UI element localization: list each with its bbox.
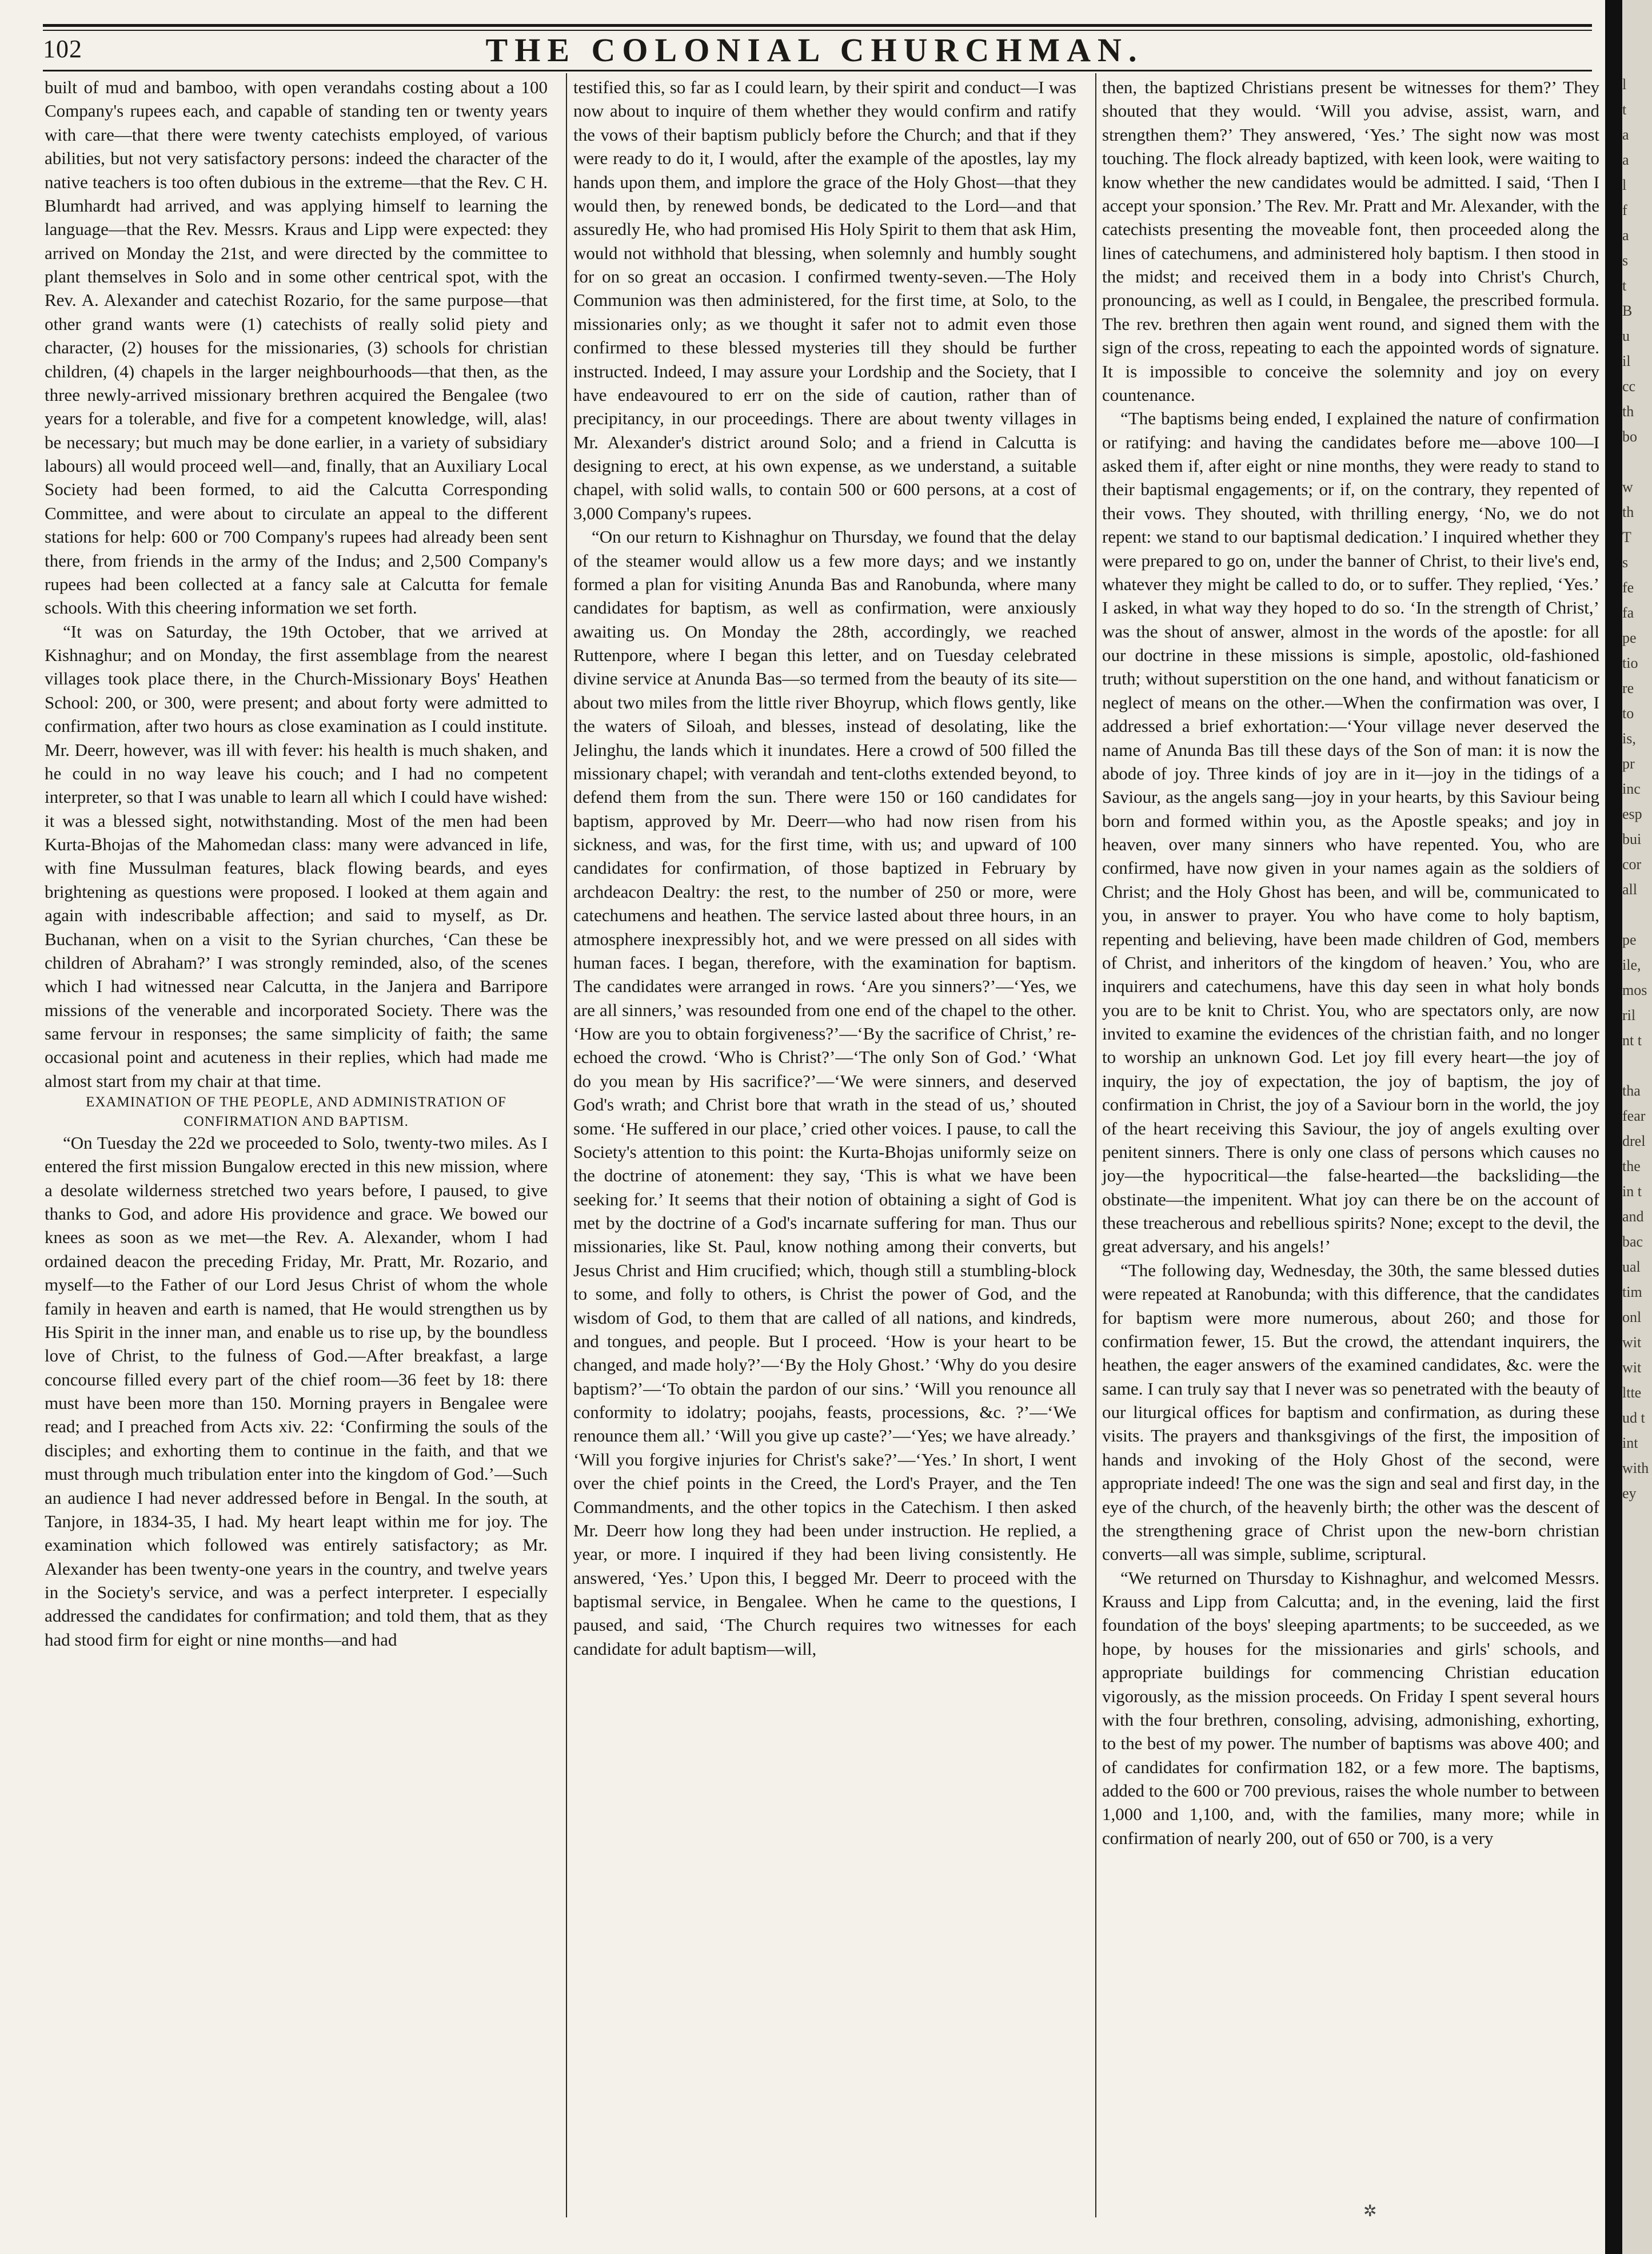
bleed-fragment: and [1622, 1208, 1644, 1225]
bleed-fragment: pr [1622, 755, 1635, 772]
bleed-fragment: is, [1622, 730, 1636, 747]
ink-speck: ✲ [1363, 2203, 1377, 2220]
bleed-fragment: esp [1622, 806, 1642, 822]
bleed-fragment: w [1622, 479, 1633, 495]
bleed-fragment [1622, 1056, 1652, 1081]
bleed-fragment: pe [1622, 931, 1637, 948]
bleed-fragment: f [1622, 202, 1627, 218]
bleed-fragment: ril [1622, 1007, 1636, 1024]
article-paragraph: “On Tuesday the 22d we proceeded to Solo, twenty-two miles. As I entered the first mission Bungalow erected in this new mission, where a desolate wilderness stretched two years before, I paused, to give thanks to God, and adore His providence and grace. We bowed our knees as soon as we met—the Rev. A. Alexander, whom I had ordained deacon the preceding Friday, Mr. Pratt, Mr. Rozario, and myself—to the Father of our Lord Jesus Christ of whom the whole family in heaven and earth is named, that He would strengthen us by His Spirit in the inner man, and enable us to rise up, by the boundless love of Christ, to the fulness of God.—After breakfast, a large concourse filled every part of the chief room—36 feet by 18: there must have been more than 150. Morning prayers in Bengalee were read; and I preached from Acts xiv. 22: ‘Confirming the souls of the disciples; and exhorting them to continue in the faith, and that we must through much tribulation enter into the kingdom of God.’—Such an audience I had never addressed before in Bengal. In the south, at Tanjore, in 1834-35, I had. My heart leapt within me for joy. The examination which followed was entirely satisfactory; as Mr. Alexander has been twenty-one years in the country, and twelve years in the Society's service, and was a perfect interpreter. I especially addressed the candidates for confirmation; and told them, that as they had stood firm for eight or nine months—and had [45, 1132, 548, 1650]
bleed-fragment: B [1622, 302, 1633, 319]
bleed-fragment: tha [1622, 1082, 1641, 1099]
bleed-fragment: fear [1622, 1108, 1646, 1124]
article-paragraph: “The baptisms being ended, I explained the nature of confirmation or ratifying: and having the candidates before me—above 100—I asked them if, after eight or nine months, they were ready to stand to their baptismal engagements; or if, on the contrary, they repented of their vows. They shouted, with thrilling energy, ‘No, we do not repent: we stand to our baptismal dedication.’ I inquired whether they were prepared to go on, under the banner of Christ, to their live's end, whatever they might be called to do, or to suffer. They replied, ‘Yes.’ I asked, in what way they hoped to do so. ‘In the strength of Christ,’ was the shout of answer, almost in the words of the apostle: for all our doctrine in these missions is simple, apostolic, old-fashioned truth; without superstition on the one hand, and without fanaticism or neglect of means on the other.—When the confirmation was over, I addressed a brief exhortation:—‘Your village never deserved the name of Anunda Bas till these days of the Son of man: it is now the abode of joy. Three kinds of joy are in it—joy in the tidings of a Saviour, as the angels sang—joy in your hearts, by this Saviour being born and formed within you, as the Apostle speaks; and joy in heaven, over many sinners who have repented. You, who are confirmed, have now given in your names again as the soldiers of Christ; and the Holy Ghost has been, and will be, communicated to you, in answer to prayer. You who have come to holy baptism, repenting and believing, have been made children of God, members of Christ, and inheritors of the kingdom of heaven.’ You, who are inquirers and catechumens, have this day seen in what holy bonds you are to be knit to Christ. You, who are spectators only, are now invited to examine the evidences of the christian faith, and no longer to worship an unknown God. Let joy fill every heart—the joy of inquiry, the joy of expectation, the joy of baptism, the joy of confirmation in Christ, the joy of a Saviour born in the world, the joy of the heart receiving this Saviour, the joy of angels exulting over penitent sinners. There is only one class of persons which causes no joy—the hypocritical—the false-hearted—the backsliding—the obstinate—the impenitent. What joy can there be on the account of these treacherous and rebellious spirits? None; except to the devil, the great adversary, and his angels!’ [1102, 408, 1599, 1257]
bleed-fragment: a [1622, 126, 1629, 143]
bleed-fragment [1622, 452, 1652, 477]
bleed-fragment: inc [1622, 780, 1641, 797]
column-divider [1095, 73, 1096, 2217]
bleed-fragment: wit [1622, 1334, 1642, 1351]
bleed-fragment: t [1622, 277, 1627, 294]
bleed-fragment: nt t [1622, 1032, 1642, 1049]
bleed-fragment: il [1622, 353, 1631, 369]
bleed-fragment: fe [1622, 579, 1634, 596]
page-header [43, 30, 1586, 70]
section-subheading: EXAMINATION OF THE PEOPLE, AND ADMINISTRATION OF CONFIRMATION AND BAPTISM. [86, 1094, 506, 1129]
article-paragraph: “The following day, Wednesday, the 30th, the same blessed duties were repeated at Ranobunda; with this difference, that the candidates for baptism were more numerous, about 260; and those for confirmation fewer, 15. But the crowd, the attendant inquirers, the heathen, the eager answers of the examined candidates, &c. were the same. I can truly say that I never was so penetrated with the beauty of our liturgical offices for baptism and confirmation, as during these visits. The prayers and thanksgivings of the first, the imposition of hands and invoking of the Holy Ghost of the second, were appropriate indeed! The one was the sign and seal and first day, in the eye of the church, of the heavenly birth; the other was the descent of the strengthening grace of Christ upon the new-born christian converts—all was simple, sublime, scriptural. [1102, 1260, 1599, 1564]
column-divider [566, 73, 567, 2217]
bleed-fragment: re [1622, 680, 1634, 696]
bleed-fragment: l [1622, 177, 1627, 193]
bleed-fragment: with [1622, 1460, 1649, 1476]
masthead-title: THE COLONIAL CHURCHMAN. [485, 31, 1144, 69]
bleed-fragment: pe [1622, 630, 1637, 646]
bleed-fragment: ile, [1622, 957, 1641, 973]
bleed-fragment: ual [1622, 1259, 1641, 1275]
bleed-fragment: all [1622, 881, 1637, 898]
bleed-fragment: u [1622, 328, 1630, 344]
bleed-fragment: s [1622, 554, 1629, 571]
bleed-fragment: a [1622, 227, 1629, 244]
bleed-fragment: ey [1622, 1485, 1637, 1502]
bleed-fragment: bac [1622, 1233, 1643, 1250]
bleed-fragment: wit [1622, 1359, 1642, 1376]
article-paragraph: “We returned on Thursday to Kishnaghur, and welcomed Messrs. Krauss and Lipp from Calcutta; and, in the evening, laid the first foundation of the boys' sleeping apartments; to be succeeded, as we hope, by houses for the missionaries and girls' schools, and appropriate buildings for commencing Christian education vigorously, as the mission proceeds. On Friday I spent several hours with the four brethren, consoling, advising, admonishing, exhorting, to the best of my power. The number of baptisms was above 400; and of candidates for confirmation 182, or a few more. The baptisms, added to the 600 or 700 previous, raises the whole number to between 1,000 and 1,100, and, with the families, many more; while in confirmation of nearly 200, out of 650 or 700, is a very [1102, 1567, 1599, 1848]
binding-shadow [1605, 0, 1622, 2254]
bleed-fragment: drel [1622, 1133, 1646, 1149]
bleed-fragment: cor [1622, 856, 1642, 873]
bleed-fragment: t [1622, 101, 1627, 118]
bleed-fragment: the [1622, 1158, 1641, 1174]
bleed-fragment: mos [1622, 982, 1647, 998]
bleed-fragment: th [1622, 504, 1634, 520]
top-rule [43, 24, 1592, 27]
column-2 [573, 75, 1076, 1660]
bleed-fragment [1622, 905, 1652, 930]
column-1 [45, 75, 548, 1651]
bleed-fragment: ltte [1622, 1384, 1642, 1401]
bleed-fragment: tio [1622, 655, 1638, 671]
bleed-fragment: ud t [1622, 1409, 1645, 1426]
bleed-fragment: fa [1622, 604, 1634, 621]
article-paragraph: “On our return to Kishnaghur on Thursday, we found that the delay of the steamer would allow us a few more days; and we instantly formed a plan for visiting Anunda Bas and Ranobunda, where many candidates for baptism, as well as confirmation, were anxiously awaiting us. On Monday the 28th, accordingly, we reached Ruttenpore, where I began this letter, and on Tuesday celebrated divine service at Anunda Bas—so termed from the beauty of its site—about two miles from the little river Bhoyrup, which flows gently, like the waters of Siloah, and blesses, instead of desolating, like the Jelinghu, the lands which it inundates. Here a crowd of 500 filled the missionary chapel; with verandah and tent-cloths extended beyond, to defend them from the sun. There were 150 or 160 candidates for baptism, approved by Mr. Deerr—who had now risen from his sickness, and was, for the first time, with us; and upward of 100 candidates for confirmation, of those baptized in February by archdeacon Dealtry: the rest, to the number of 250 or more, were catechumens and heathen. The service lasted about three hours, in an atmosphere inexpressibly hot, and we were pressed on all sides with human faces. I began, therefore, with the examination for baptism. The candidates were arranged in rows. ‘Are you sinners?’—‘Yes, we are all sinners,’ was resounded from one end of the chapel to the other. ‘How are you to obtain forgiveness?’—‘By the sacrifice of Christ,’ re-echoed the crowd. ‘Who is Christ?’—‘The only Son of God.’ ‘What do you mean by His sacrifice?’—‘We were sinners, and deserved God's wrath; and Christ bore that wrath in the stead of us,’ shouted some. ‘He suffered in our place,’ cried other voices. I pause, to call the Society's attention to this point: the Kurta-Bhojas uniformly seize on the doctrine of atonement: they say, ‘This is what we have been seeking for.’ It seems that their notion of obtaining a sight of God is met by the doctrine of a God's incarnate suffering for man. Thus our missionaries, like St. Paul, know nothing among their converts, but Jesus Christ and Him crucified; which, though still a stumbling-block to some, and folly to others, is Christ the power of God, and the wisdom of God, to them that are called of all nations, and kindreds, and tongues, and people. But I proceed. ‘How is your heart to be changed, and made holy?’—‘By the Holy Ghost.’ ‘Why do you desire baptism?’—‘To obtain the pardon of our sins.’ ‘Will you renounce all conformity to idolatry; poojahs, feasts, processions, &c. ?’—‘We renounce them all.’ ‘Will you give up caste?’—‘Yes; we have already.’ ‘Will you forgive injuries for Christ's sake?’—‘Yes.’ In short, I went over the chief points in the Creed, the Lord's Prayer, and the Ten Commandments, and the other topics in the Catechism. I then asked Mr. Deerr how long they had been under instruction. He replied, a year, or more. I inquired if they had been living consistently. He answered, ‘Yes.’ Upon this, I begged Mr. Deerr to proceed with the baptismal service, in Bengalee. When he came to the questions, I paused, and said, ‘The Church requires two witnesses for each candidate for adult baptism—will, [573, 527, 1076, 1659]
bleed-fragment: th [1622, 403, 1634, 420]
bleed-fragment: bo [1622, 428, 1637, 445]
bleed-fragment: bui [1622, 831, 1642, 847]
bleed-fragment: T [1622, 529, 1631, 545]
bleed-fragment: int [1622, 1435, 1638, 1451]
bleed-fragment: onl [1622, 1309, 1642, 1325]
header-rule [43, 70, 1592, 71]
bleed-fragment: cc [1622, 378, 1636, 395]
article-paragraph: “It was on Saturday, the 19th October, that we arrived at Kishnaghur; and on Monday, the first assemblage from the nearest villages took place there, in the Church-Missionary Boys' Heathen School: 200, or 300, were present; and about forty were admitted to confirmation, after two hours as close examination as I could institute. Mr. Deerr, however, was ill with fever: his health is much shaken, and he could in no way leave his couch; and I had no competent interpreter, so that I was unable to learn all which I could have wished: it was a blessed sight, notwithstanding. Most of the men had been Kurta-Bhojas of the Mahomedan class: many were advanced in life, with fine Mussulman features, black flowing beards, and eyes brightening as questions were proposed. I looked at them again and again with indescribable affection; and said to myself, as Dr. Buchanan, when on a visit to the Syrian churches, ‘Can these be children of Abraham?’ I was strongly reminded, also, of the scenes which I had witnessed near Calcutta, in the Janjera and Barripore missions of the venerable and incorporated Society. There was the same fervour in responses; the same simplicity of faith; the same occasional point and acuteness in their replies, which had made me almost start from my chair at that time. [45, 621, 548, 1091]
column-3 [1102, 75, 1599, 1850]
bleed-fragment: tim [1622, 1284, 1642, 1300]
bleed-fragment: to [1622, 705, 1634, 722]
bleed-through-text [1622, 74, 1652, 1508]
article-paragraph: then, the baptized Christians present be witnesses for them?’ They shouted that they would. ‘Will you advise, assist, warn, and strengthen them?’ They answered, ‘Yes.’ The sight now was most touching. The flock already baptized, with keen look, were waiting to know whether the new candidates would be admitted. I said, ‘Then I accept your sponsion.’ The Rev. Mr. Pratt and Mr. Alexander, with the catechists presenting the moveable font, then proceeded along the lines of catechumens, and administered holy baptism. I then stood in the midst; and received them in a body into Christ's Church, pronouncing, as well as I could, in Bengalee, the prescribed formula. The rev. brethren then again went round, and signed them with the sign of the cross, repeating to each the appointed words of signature. It is impossible to conceive the solemnity and joy on every countenance. [1102, 77, 1599, 405]
article-paragraph: built of mud and bamboo, with open verandahs costing about a 100 Company's rupees each, and capable of standing ten or twenty years with care—that there were twenty catechists employed, of various abilities, but not very satisfactory persons: indeed the character of the native teachers is too often dubious in the extreme—that the Rev. C H. Blumhardt had arrived, and was applying himself to learning the language—that the Rev. Messrs. Kraus and Lipp were expected: they arrived on Monday the 21st, and were directed by the committee to plant themselves in Solo and in some other centrical spot, with the Rev. A. Alexander and catechist Rozario, for the same purpose—that other grand wants were (1) catechists of really solid piety and character, (2) houses for the missionaries, (3) schools for christian children, (4) chapels in the larger neighbourhoods—that then, as the three newly-arrived missionary brethren acquired the Bengalee (two years for a tolerable, and five for a competent knowledge, will, alas! be necessary; but much may be done earlier, in a variety of subsidiary labours) all would proceed well—and, finally, that an Auxiliary Local Society had been formed, to aid the Calcutta Corresponding Committee, and were about to circulate an appeal to the different stations for help: 600 or 700 Company's rupees had already been sent there, from friends in the army of the Indus; and 2,500 Company's rupees had been collected at a fancy sale at Calcutta for female schools. With this cheering information we set forth. [45, 77, 548, 618]
bleed-fragment: s [1622, 252, 1629, 269]
article-paragraph: testified this, so far as I could learn, by their spirit and conduct—I was now about to inquire of them whether they would confirm and ratify the vows of their baptism publicly before the Church; and that if they were ready to do it, I would, after the example of the apostles, lay my hands upon them, and implore the grace of the Holy Ghost—that they would then, by renewed bonds, be dedicated to the Lord—and that assuredly He, who had promised His Holy Spirit to them that ask Him, would not withhold that blessing, when solemnly and humbly sought for on so great an occasion. I confirmed twenty-seven.—The Holy Communion was then administered, for the first time, at Solo, to the missionaries only; as we thought it safer not to admit even those confirmed to these blessed mysteries till they should be further instructed. Indeed, I may assure your Lordship and the Society, that I have endeavoured to err on the side of caution, rather than of precipitancy, in our proceedings. There are about twenty villages in Mr. Alexander's district around Solo; and a friend in Calcutta is designing to erect, at his own expense, as we understand, a suitable chapel, with solid walls, to contain 500 or 600 persons, at a cost of 3,000 Company's rupees. [573, 77, 1076, 523]
page-number: 102 [43, 35, 82, 63]
bleed-fragment: l [1622, 76, 1627, 93]
bleed-fragment: in t [1622, 1183, 1642, 1200]
bleed-fragment: a [1622, 152, 1629, 168]
